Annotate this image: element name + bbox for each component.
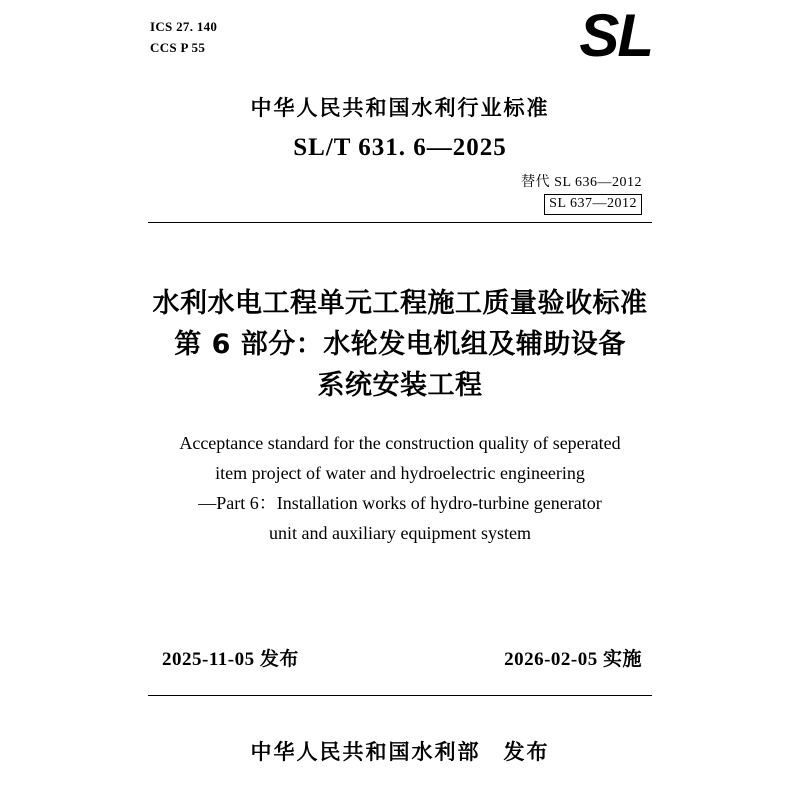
top-identifier-row <box>148 0 652 86</box>
classification-codes <box>150 16 217 58</box>
header-divider-rule <box>148 222 652 223</box>
english-title-line-1: Acceptance standard for the construction quality of seperated <box>179 433 621 453</box>
page-title <box>148 283 652 406</box>
standard-number: SL/T 631. 6—2025 <box>293 134 507 161</box>
effective-date: 2026‐02‐05 实施 <box>504 649 642 670</box>
title-line-2: 第 6 部分：水轮发电机组及辅助设备 <box>174 329 626 360</box>
standard-series-title: 中华人民共和国水利行业标准 <box>250 96 550 120</box>
ics-code: ICS 27. 140 <box>150 19 218 34</box>
english-title <box>148 428 652 548</box>
title-line-1: 水利水电工程单元工程施工质量验收标准 <box>152 288 648 319</box>
replaces-first: 替代 SL 636—2012 <box>521 175 642 190</box>
replaces-second: SL 637—2012 <box>544 194 642 215</box>
replaces-block <box>521 172 642 215</box>
standard-number-block <box>148 134 652 220</box>
ccs-code: CCS P 55 <box>150 40 206 55</box>
issue-date: 2025‐11‐05 发布 <box>162 649 299 670</box>
footer-divider-rule <box>148 695 652 696</box>
english-title-line-4: unit and auxiliary equipment system <box>269 523 531 543</box>
english-title-line-3: —Part 6：Installation works of hydro‐turbine generator <box>198 493 602 513</box>
publisher: 中华人民共和国水利部 发布 <box>250 740 550 764</box>
date-row <box>148 644 652 671</box>
title-line-3: 系统安装工程 <box>317 370 483 401</box>
english-title-line-2: item project of water and hydroelectric engineering <box>215 463 585 483</box>
sl-logo: SL <box>579 2 652 69</box>
